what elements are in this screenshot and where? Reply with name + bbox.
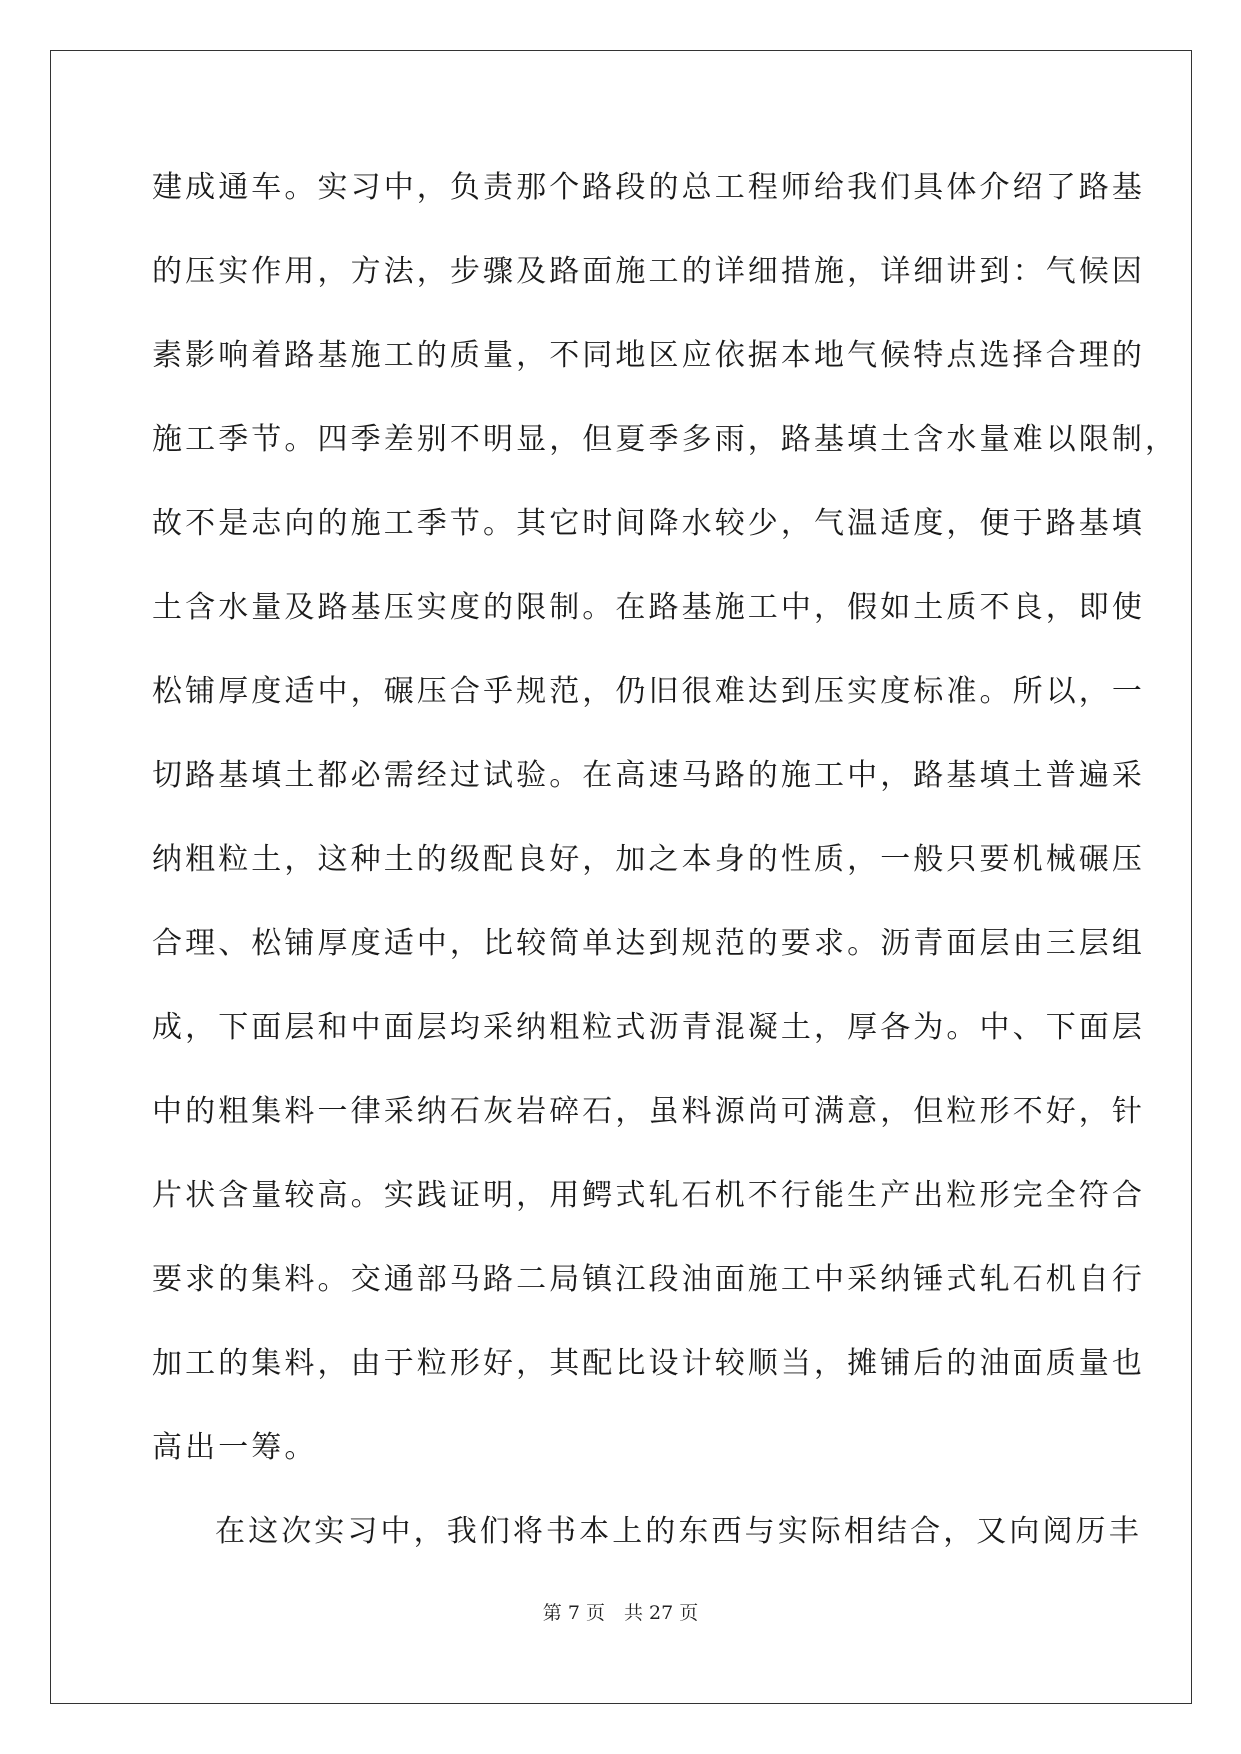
page-number-footer: 第 7 页 共 27 页 — [542, 1602, 699, 1624]
text-line: 加工的集料，由于粒形好，其配比设计较顺当，摊铺后的油面质量也 — [152, 1346, 1145, 1381]
text-line: 中的粗集料一律采纳石灰岩碎石，虽料源尚可满意，但粒形不好，针 — [152, 1094, 1145, 1129]
text-line: 建成通车。实习中，负责那个路段的总工程师给我们具体介绍了路基 — [152, 170, 1145, 205]
text-line: 素影响着路基施工的质量，不同地区应依据本地气候特点选择合理的 — [152, 338, 1145, 373]
text-line: 纳粗粒土，这种土的级配良好，加之本身的性质，一般只要机械碾压 — [152, 842, 1145, 877]
text-line: 要求的集料。交通部马路二局镇江段油面施工中采纳锤式轧石机自行 — [152, 1262, 1145, 1297]
text-line: 松铺厚度适中，碾压合乎规范，仍旧很难达到压实度标准。所以，一 — [152, 674, 1145, 709]
text-line: 成，下面层和中面层均采纳粗粒式沥青混凝土，厚各为。中、下面层 — [152, 1010, 1145, 1045]
text-line: 切路基填土都必需经过试验。在高速马路的施工中，路基填土普遍采 — [152, 758, 1145, 793]
text-line: 施工季节。四季差别不明显，但夏季多雨，路基填土含水量难以限制， — [152, 422, 1179, 457]
text-line: 高出一筹。 — [152, 1430, 318, 1465]
document-body — [152, 160, 1179, 1588]
text-line: 土含水量及路基压实度的限制。在路基施工中，假如土质不良，即使 — [152, 590, 1145, 625]
text-line: 合理、松铺厚度适中，比较简单达到规范的要求。沥青面层由三层组 — [152, 926, 1145, 961]
paragraph-first-line: 在这次实习中，我们将书本上的东西与实际相结合，又向阅历丰 — [215, 1514, 1142, 1549]
text-line: 片状含量较高。实践证明，用鳄式轧石机不行能生产出粒形完全符合 — [152, 1178, 1145, 1213]
text-line: 的压实作用，方法，步骤及路面施工的详细措施，详细讲到：气候因 — [152, 254, 1145, 289]
text-line: 故不是志向的施工季节。其它时间降水较少，气温适度，便于路基填 — [152, 506, 1145, 541]
